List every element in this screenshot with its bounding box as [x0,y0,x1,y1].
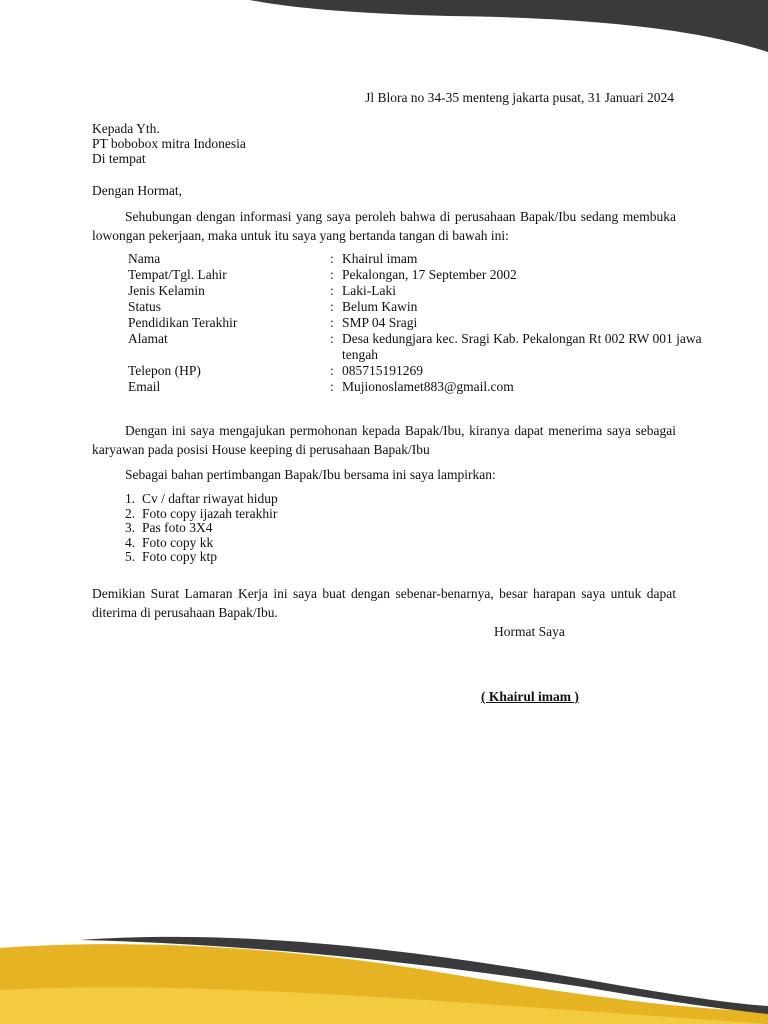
footer-wave-dark [80,937,768,1014]
footer-wave-decoration [0,930,768,1024]
data-row-jenis-kelamin [128,283,707,299]
data-value: SMP 04 Sragi [342,315,418,330]
data-colon: : [330,299,334,314]
list-text: Pas foto 3X4 [142,520,213,536]
list-text: Cv / daftar riwayat hidup [142,491,278,506]
data-value: Khairul imam [342,251,418,266]
intro-paragraph [92,207,676,245]
data-colon: : [330,363,334,378]
list-item [125,550,278,565]
attachments-list [125,492,278,565]
list-item [125,492,278,507]
list-text: Foto copy kk [142,534,214,550]
list-text: Foto copy ktp [142,549,218,565]
data-colon: : [330,267,334,282]
data-value: Laki-Laki [342,283,396,298]
data-value: Pekalongan, 17 September 2002 [342,267,517,282]
list-number: 2. [125,505,136,521]
data-label: Telepon (HP) [128,363,201,378]
data-label: Alamat [128,331,168,346]
data-value: Desa kedungjara kec. Sragi Kab. Pekalongan Rt 002 RW 001 jawa tengah [342,331,702,362]
footer-wave-gold [0,944,768,1024]
data-label: Status [128,299,162,314]
signature-name: ( Khairul imam ) [481,689,579,704]
recipient-line: Kepada Yth. [92,121,160,136]
data-colon: : [330,315,334,330]
data-row-status [128,299,707,315]
attachments-intro: Sebagai bahan pertimbangan Bapak/Ibu bersama ini saya lampirkan: [125,467,496,482]
data-row-email [128,379,707,395]
salutation: Dengan Hormat, [92,183,182,198]
application-paragraph [92,421,676,459]
header-wave-dark [250,0,768,52]
recipient-line: Di tempat [92,151,146,166]
data-label: Nama [128,251,161,266]
data-label: Pendidikan Terakhir [128,315,238,330]
data-colon: : [330,379,334,394]
header-wave-decoration [0,0,768,70]
data-value: Belum Kawin [342,299,418,314]
intro-text: Sehubungan dengan informasi yang saya peroleh bahwa di perusahaan Bapak/Ibu sedang membuka lowongan pekerjaan, maka untuk itu saya yang bertanda tangan di bawah ini: [92,209,676,243]
recipient-block [92,121,246,166]
list-number: 3. [125,520,136,536]
list-item [125,536,278,551]
date-location-line: Jl Blora no 34-35 menteng jakarta pusat, 31 Januari 2024 [365,90,674,105]
data-value: 085715191269 [342,363,423,378]
list-number: 4. [125,534,136,550]
list-item [125,521,278,536]
list-item [125,507,278,522]
data-row-tempat-tgl-lahir [128,267,707,283]
data-colon: : [330,283,334,298]
recipient-line: PT bobobox mitra Indonesia [92,136,246,151]
regards-text: Hormat Saya [494,624,565,639]
data-value: Mujionoslamet883@gmail.com [342,379,514,394]
application-text: Dengan ini saya mengajukan permohonan kepada Bapak/Ibu, kiranya dapat menerima saya sebagai karyawan pada posisi House keeping di perusahaan Bapak/Ibu [92,423,676,457]
data-row-telepon [128,363,707,379]
data-row-pendidikan [128,315,707,331]
data-label: Email [128,379,161,394]
data-row-nama [128,251,707,267]
list-text: Foto copy ijazah terakhir [142,505,278,521]
data-label: Tempat/Tgl. Lahir [128,267,227,282]
data-row-alamat [128,331,707,363]
list-number: 1. [125,491,136,506]
personal-data-table [128,251,707,395]
footer-wave-gold-light [0,987,768,1024]
closing-paragraph: Demikian Surat Lamaran Kerja ini saya buat dengan sebenar-benarnya, besar harapan saya untuk dapat diterima di perusahaan Bapak/Ibu. [92,586,676,620]
data-colon: : [330,331,334,346]
list-number: 5. [125,549,136,565]
data-colon: : [330,251,334,266]
data-label: Jenis Kelamin [128,283,205,298]
